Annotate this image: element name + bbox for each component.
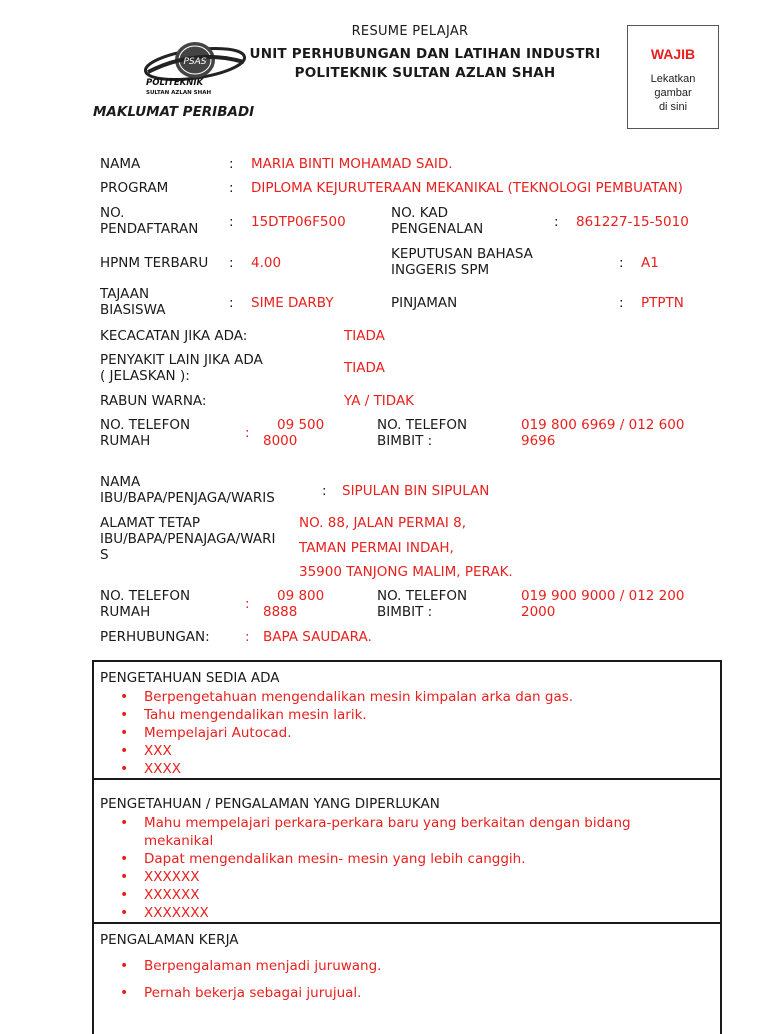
guardian-mobile-phone-label-line1: NO. TELEFON <box>377 588 468 604</box>
unit-name: UNIT PERHUBUNGAN DAN LATIHAN INDUSTRI <box>249 46 601 62</box>
home-phone-value <box>263 417 324 449</box>
guardian-name-label <box>100 474 275 506</box>
colon: : <box>229 180 234 196</box>
institution-name: POLITEKNIK SULTAN AZLAN SHAH <box>294 65 556 81</box>
guardian-address-line2: TAMAN PERMAI INDAH, <box>299 540 454 556</box>
guardian-address-label <box>100 515 275 563</box>
relationship-label: PERHUBUNGAN: <box>100 629 210 645</box>
guardian-mobile-phone-label <box>377 588 467 620</box>
mobile-phone-value <box>521 417 684 449</box>
color-blind-value: YA / TIDAK <box>344 393 415 409</box>
list-item: • Berpengetahuan mengendalikan mesin kimpalan arka dan gas. <box>94 688 573 706</box>
doc-title: RESUME PELAJAR <box>351 24 469 39</box>
list-item: • Berpengalaman menjadi juruwang. <box>94 957 381 975</box>
list-item: • Pernah bekerja sebagai jurujual. <box>94 984 381 1002</box>
guardian-home-phone-label-line2: RUMAH <box>100 604 151 620</box>
existing-knowledge-list <box>94 688 573 778</box>
relationship-value: BAPA SAUDARA. <box>263 629 372 645</box>
guardian-name-label-line2: IBU/BAPA/PENJAGA/WARIS <box>100 490 275 506</box>
colon: : <box>245 425 250 441</box>
colon: : <box>229 295 234 311</box>
registration-label-line2: PENDAFTARAN <box>100 221 199 237</box>
work-experience-box <box>92 922 722 1034</box>
list-item <box>94 814 631 850</box>
home-phone-value-line1: 09 500 <box>277 417 325 433</box>
required-badge: WAJIB <box>650 46 696 62</box>
program-label: PROGRAM <box>100 180 169 196</box>
mobile-phone-label-line1: NO. TELEFON <box>377 417 468 433</box>
photo-note-1: Lekatkan <box>650 73 696 85</box>
list-item: • Dapat mengendalikan mesin- mesin yang lebih canggih. <box>94 850 631 868</box>
name-label: NAMA <box>100 156 141 172</box>
ic-label-line1: NO. KAD <box>391 205 449 221</box>
required-knowledge-box <box>92 778 722 924</box>
hpnm-value: 4.00 <box>251 255 282 271</box>
logo-line1: POLITEKNIK <box>146 78 204 88</box>
guardian-address-label-line2: IBU/BAPA/PENAJAGA/WARI <box>100 531 276 547</box>
required-knowledge-title: PENGETAHUAN / PENGALAMAN YANG DIPERLUKAN <box>100 796 440 812</box>
sponsor-label-line1: TAJAAN <box>100 286 150 302</box>
list-item: • XXXX <box>94 760 573 778</box>
home-phone-label-line2: RUMAH <box>100 433 151 449</box>
spm-value: A1 <box>641 255 659 271</box>
photo-note-3: di sini <box>658 101 688 113</box>
list-item: • XXX <box>94 742 573 760</box>
list-item-line2: mekanikal <box>144 833 214 849</box>
guardian-mobile-phone-label-line2: BIMBIT : <box>377 604 433 620</box>
ic-value: 861227-15-5010 <box>576 214 689 230</box>
color-blind-label: RABUN WARNA: <box>100 393 207 409</box>
work-experience-title: PENGALAMAN KERJA <box>100 932 239 948</box>
photo-placeholder-box <box>627 25 719 129</box>
illness-label <box>100 352 263 384</box>
home-phone-label <box>100 417 190 449</box>
spm-label-line2: INGGERIS SPM <box>391 262 490 278</box>
guardian-home-phone-value-line1: 09 800 <box>277 588 325 604</box>
photo-note-2: gambar <box>654 87 692 99</box>
colon: : <box>619 255 624 271</box>
sponsor-label <box>100 286 165 318</box>
list-item: • XXXXXX <box>94 868 631 886</box>
colon: : <box>229 214 234 230</box>
home-phone-label-line1: NO. TELEFON <box>100 417 191 433</box>
illness-label-line1: PENYAKIT LAIN JIKA ADA <box>100 352 263 368</box>
home-phone-value-line2: 8000 <box>263 433 298 449</box>
guardian-home-phone-value <box>263 588 324 620</box>
guardian-mobile-phone-value-line1: 019 900 9000 / 012 200 <box>521 588 685 604</box>
mobile-phone-label <box>377 417 467 449</box>
logo-abbrev: PSAS <box>183 57 207 67</box>
name-value: MARIA BINTI MOHAMAD SAID. <box>251 156 453 172</box>
registration-label <box>100 205 198 237</box>
colon: : <box>245 629 250 645</box>
colon: : <box>245 596 250 612</box>
ic-label-line2: PENGENALAN <box>391 221 484 237</box>
colon: : <box>229 255 234 271</box>
guardian-address-line1: NO. 88, JALAN PERMAI 8, <box>299 515 467 531</box>
logo-line2: SULTAN AZLAN SHAH <box>146 90 212 96</box>
colon: : <box>322 483 327 499</box>
guardian-address-line3: 35900 TANJONG MALIM, PERAK. <box>299 564 513 580</box>
mobile-phone-label-line2: BIMBIT : <box>377 433 433 449</box>
spm-label-line1: KEPUTUSAN BAHASA <box>391 246 533 262</box>
sponsor-label-line2: BIASISWA <box>100 302 166 318</box>
spm-label <box>391 246 533 278</box>
hpnm-label: HPNM TERBARU <box>100 255 209 271</box>
ic-label <box>391 205 483 237</box>
registration-value: 15DTP06F500 <box>251 214 346 230</box>
required-knowledge-list <box>94 814 631 922</box>
section-title-personal: MAKLUMAT PERIBADI <box>93 104 255 120</box>
guardian-address-label-line1: ALAMAT TETAP <box>100 515 201 531</box>
colon: : <box>619 295 624 311</box>
list-item-line1: • Mahu mempelajari perkara-perkara baru yang berkaitan dengan bidang <box>144 815 631 831</box>
registration-label-line1: NO. <box>100 205 125 221</box>
list-item: • Mempelajari Autocad. <box>94 724 573 742</box>
loan-label: PINJAMAN <box>391 295 458 311</box>
program-value: DIPLOMA KEJURUTERAAN MEKANIKAL (TEKNOLOGI PEMBUATAN) <box>251 180 683 196</box>
disability-value: TIADA <box>344 328 385 344</box>
guardian-name-value: SIPULAN BIN SIPULAN <box>342 483 490 499</box>
list-item: • Tahu mengendalikan mesin larik. <box>94 706 573 724</box>
illness-value: TIADA <box>344 360 385 376</box>
loan-value: PTPTN <box>641 295 684 311</box>
colon: : <box>229 156 234 172</box>
existing-knowledge-box <box>92 660 722 780</box>
illness-label-line2: ( JELASKAN ): <box>100 368 190 384</box>
guardian-mobile-phone-value <box>521 588 684 620</box>
guardian-name-label-line1: NAMA <box>100 474 141 490</box>
guardian-home-phone-label <box>100 588 190 620</box>
list-item: • XXXXXX <box>94 886 631 904</box>
mobile-phone-value-line2: 9696 <box>521 433 556 449</box>
disability-label: KECACATAN JIKA ADA: <box>100 328 248 344</box>
existing-knowledge-title: PENGETAHUAN SEDIA ADA <box>100 670 280 686</box>
guardian-mobile-phone-value-line2: 2000 <box>521 604 556 620</box>
mobile-phone-value-line1: 019 800 6969 / 012 600 <box>521 417 685 433</box>
list-item: • XXXXXXX <box>94 904 631 922</box>
guardian-address-label-line3: S <box>100 547 109 563</box>
sponsor-value: SIME DARBY <box>251 295 334 311</box>
guardian-home-phone-label-line1: NO. TELEFON <box>100 588 191 604</box>
work-experience-list <box>94 957 381 1002</box>
colon: : <box>554 214 559 230</box>
guardian-home-phone-value-line2: 8888 <box>263 604 298 620</box>
